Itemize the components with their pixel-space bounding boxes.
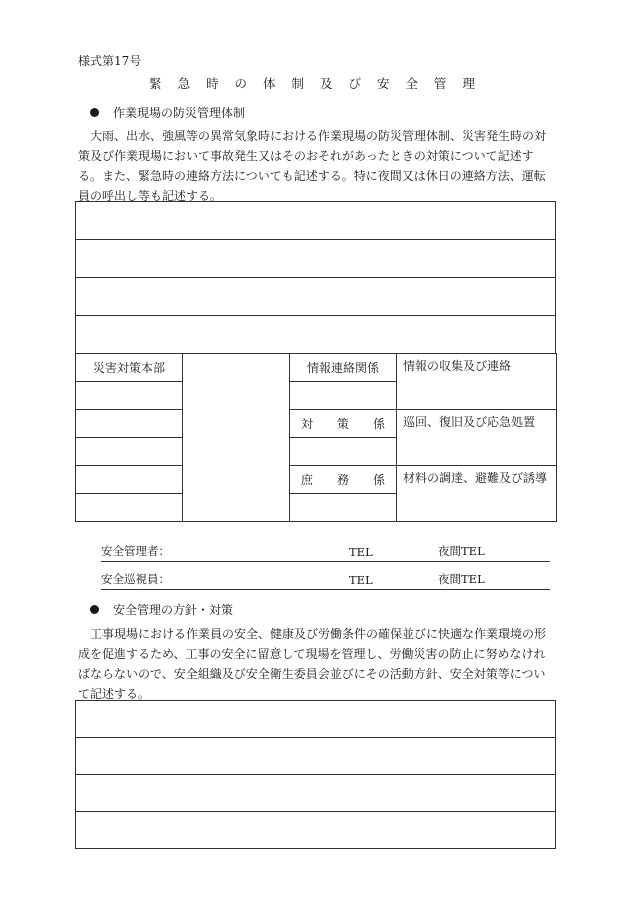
writing-row[interactable] [76,278,556,316]
writing-row[interactable] [76,240,556,278]
role-label: 対 策 係 [290,410,397,438]
role-entry-cell[interactable] [290,494,397,522]
section2-description [78,624,552,704]
section2-line: 成を促進するため、工事の安全に留意して現場を管理し、労働災害の防止に努めなけれ [78,647,546,661]
role-label: 情報連絡関係 [290,354,397,382]
writing-row[interactable] [76,701,556,738]
section2-writing-area [75,700,556,849]
section1-heading-text: 作業現場の防災管理体制 [113,106,246,120]
hq-entry-cell[interactable] [76,466,183,494]
section2-line: ばならないので、安全組織及び安全衛生委員会並びにその活動方針、安全対策等につい [78,667,546,681]
tel-label: TEL [349,545,373,559]
night-tel-label: 夜間TEL [438,544,485,558]
hq-entry-cell[interactable] [76,494,183,522]
section1-description [78,126,552,206]
role-duty: 巡回、復旧及び応急処置 [397,410,557,466]
section1-line: 員の呼出し等も記述する。 [78,189,223,203]
section2-heading-text: 安全管理の方針・対策 [113,603,234,617]
hq-entry-cell[interactable] [76,410,183,438]
tel-label: TEL [349,573,373,587]
writing-row[interactable] [76,775,556,812]
writing-row[interactable] [76,316,556,354]
hq-entry-cell[interactable] [76,382,183,410]
section2-heading [90,601,233,618]
writing-row[interactable] [76,738,556,775]
writing-row[interactable] [76,202,556,240]
section1-line: る。また、緊急時の連絡方法についても記述する。特に夜間又は休日の連絡方法、運転 [78,169,546,183]
role-entry-cell[interactable] [290,382,397,410]
bullet-icon [90,108,99,117]
hq-label: 災害対策本部 [76,354,183,382]
org-table [75,353,557,522]
writing-row[interactable] [76,812,556,849]
role-entry-cell[interactable] [290,438,397,466]
section1-line: 策及び作業現場において事故発生又はそのおそれがあったときの対策について記述す [78,149,534,163]
night-tel-label: 夜間TEL [438,572,485,586]
section2-line: て記述する。 [78,687,151,701]
hq-entry-cell[interactable] [76,438,183,466]
signature-label: 安全管理者： [101,544,170,558]
bullet-icon [90,605,99,614]
page-title: 緊 急 時 の 体 制 及 び 安 全 管 理 [149,76,481,91]
section1-line: 大雨、出水、強風等の異常気象時における作業現場の防災管理体制、災害発生時の対 [90,129,547,143]
signature-label: 安全巡視員： [101,572,170,586]
role-duty: 材料の調達、避難及び誘導 [397,466,557,522]
section1-heading [90,104,245,121]
form-number: 様式第17号 [78,54,142,68]
section1-writing-area [75,201,556,354]
role-label: 庶 務 係 [290,466,397,494]
role-duty: 情報の収集及び連絡 [397,354,557,410]
hq-members-cell[interactable] [183,354,290,522]
safety-manager-line[interactable] [101,541,550,562]
safety-patrol-line[interactable] [101,569,550,590]
section2-line: 工事現場における作業員の安全、健康及び労働条件の確保並びに快適な作業環境の形 [90,627,547,641]
